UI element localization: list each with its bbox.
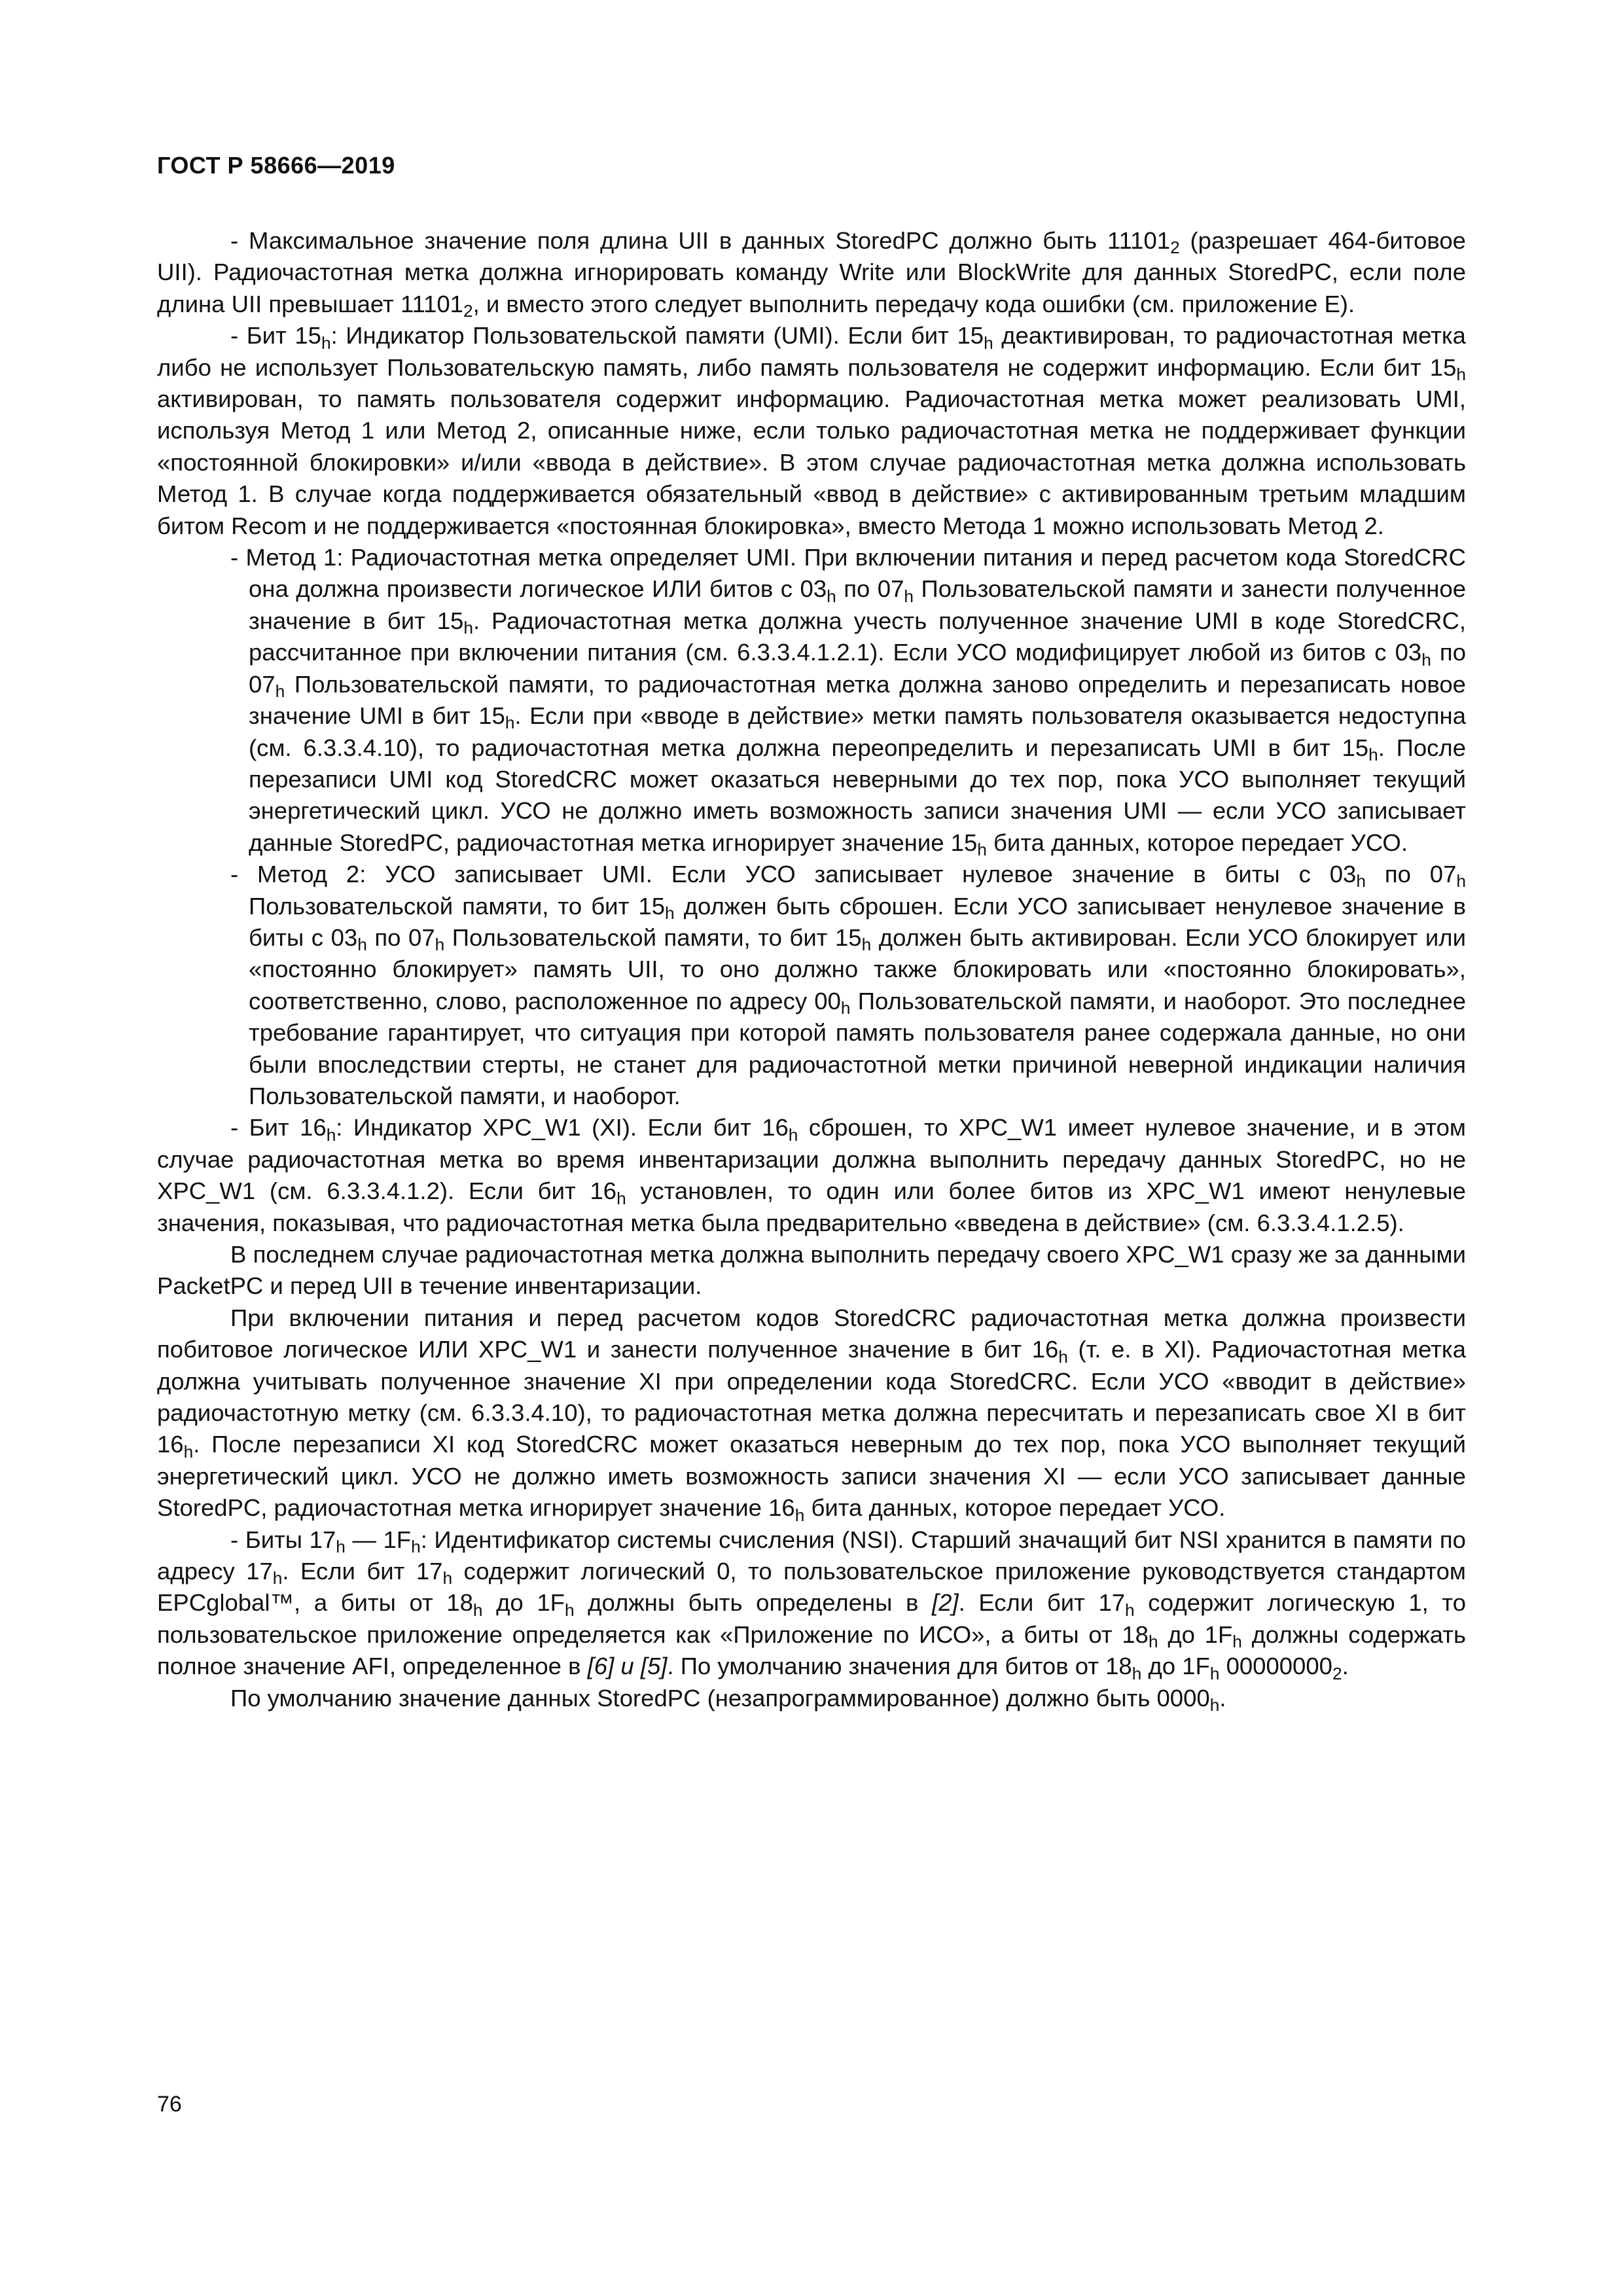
paragraph-uii-length: - Максимальное значение поля длина UII в данных StoredPC должно быть $11101_2$ (разрешает 464-битовое UII). Радиочастотная метка должна игнорировать команду Write или BlockWrite для данных StoredPC, если поле длина UII превышает $11101_2$, и вместо этого следует выполнить передачу кода ошибки (см. приложение Е).: [157, 227, 1466, 321]
paragraph-method-1: - Метод 1: Радиочастотная метка определяет UMI. При включении питания и перед расчетом кода StoredCRC она должна произвести логическое ИЛИ битов с $03_h$ по $07_h$ Пользовательской памяти и занести полученное значение в бит $15_h$. Радиочастотная метка должна учесть полученное значение UMI в коде StoredCRC, рассчитанное при включении питания (см. 6.3.3.4.1.2.1). Если УСО модифицирует любой из битов с $03_h$ по $07_h$ Пользовательской памяти, то радиочастотная метка должна заново определить и перезаписать новое значение UMI в бит $15_h$. Если при «вводе в действие» метки память пользователя оказывается недоступна (см. 6.3.3.4.10), то радиочастотная метка должна переопределить и перезаписать UMI в бит $15_h$. После перезаписи UMI код StoredCRC может оказаться неверными до тех пор, пока УСО выполняет текущий энергетический цикл. УСО не должно иметь возможность записи значения UMI — если УСО записывает данные StoredPC, радиочастотная метка игнорирует значение $15_h$ бита данных, которое передает УСО.: [230, 544, 1466, 860]
paragraph-method-2: - Метод 2: УСО записывает UMI. Если УСО записывает нулевое значение в биты с $03_h$ по $07_h$ Пользовательской памяти, то бит $15_h$ должен быть сброшен. Если УСО записывает ненулевое значение в биты с $03_h$ по $07_h$ Пользовательской памяти, то бит $15_h$ должен быть активирован. Если УСО блокирует или «постоянно блокирует» память UII, то оно должно также блокировать или «постоянно блокировать», соответственно, слово, расположенное по адресу $00_h$ Пользовательской памяти, и наоборот. Это последнее требование гарантирует, что ситуация при которой память пользователя ранее содержала данные, но они были впоследствии стерты, не станет для радиочастотной метки причиной неверной индикации наличия Пользовательской памяти, и наоборот.: [230, 861, 1467, 1109]
document-body: [157, 225, 1466, 1714]
reference-6-5: [6] и [5]: [587, 1653, 668, 1680]
paragraph-power-up-xi: При включении питания и перед расчетом кодов StoredCRC радиочастотная метка должна произвести побитовое логическое ИЛИ XPC_W1 и занести полученное значение в бит $16_h$ (т. е. в XI). Радиочастотная метка должна учитывать полученное значение XI при определении кода StoredCRC. Если УСО «вводит в действие» радиочастотную метку (см. 6.3.3.4.10), то радиочастотная метка должна пересчитать и перезаписать свое XI в бит $16_h$. После перезаписи XI код StoredCRC может оказаться неверным до тех пор, пока УСО выполняет текущий энергетический цикл. УСО не должно иметь возможность записи значения XI — если УСО записывает данные StoredPC, радиочастотная метка игнорирует значение $16_h$ бита данных, которое передает УСО.: [157, 1304, 1466, 1525]
paragraph-bit-15-umi: - Бит $15_h$: Индикатор Пользовательской памяти (UMI). Если бит $15_h$ деактивирован, то радиочастотная метка либо не использует Пользовательскую память, либо память пользователя не содержит информацию. Если бит $15_h$ активирован, то память пользователя содержит информацию. Радиочастотная метка может реализовать UMI, используя Метод 1 или Метод 2, описанные ниже, если только радиочастотная метка не поддерживает функции «постоянной блокировки» и/или «ввода в действие». В этом случае радиочастотная метка должна использовать Метод 1. В случае когда поддерживается обязательный «ввод в действие» с активированным третьим младшим битом Recom и не поддерживается «постоянная блокировка», вместо Метода 1 можно использовать Метод 2.: [157, 322, 1466, 539]
reference-2: [2]: [932, 1589, 959, 1617]
paragraph-bits-17-1f-nsi: - Биты $17_h$ — $1F_h$: Идентификатор системы счисления (NSI). Старший значащий бит NSI хранится в памяти по адресу $17_h$. Если бит $17_h$ содержит логический 0, то пользовательское приложение руководствуется стандартом EPCglobal™, а биты от $18_h$ до $1F_h$ должны быть определены в [2]. Если бит $17_h$ содержит логическую 1, то пользовательское приложение определяется как «Приложение по ИСО», а биты от $18_h$ до $1F_h$ должны содержать полное значение AFI, определенное в [6] и [5]. По умолчанию значения для битов от $18_h$ до $1F_h$ $00000000_2$.: [157, 1526, 1467, 1683]
paragraph-bit-16-xi: - Бит $16_h$: Индикатор XPC_W1 (XI). Если бит $16_h$ сброшен, то XPC_W1 имеет нулевое значение, и в этом случае радиочастотная метка во время инвентаризации должна выполнить передачу данных StoredPC, но не XPC_W1 (см. 6.3.3.4.1.2). Если бит $16_h$ установлен, то один или более битов из XPC_W1 имеют ненулевые значения, показывая, что радиочастотная метка была предварительно «введена в действие» (см. 6.3.3.4.1.2.5).: [157, 1114, 1466, 1236]
paragraph-default-storedpc: По умолчанию значение данных StoredPC (незапрограммированное) должно быть $0000_h$.: [230, 1684, 1226, 1715]
paragraph-xpc-transmit: В последнем случае радиочастотная метка должна выполнить передачу своего XPC_W1 сразу же за данными PacketPC и перед UII в течение инвентаризации.: [157, 1241, 1466, 1300]
page-header: ГОСТ Р 58666—2019: [157, 152, 395, 179]
page-number: 76: [157, 2092, 182, 2117]
